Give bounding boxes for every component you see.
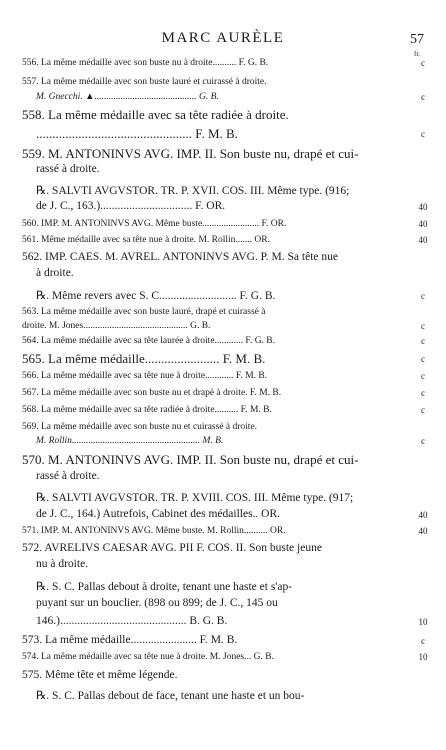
entry-text: 572. AVRELIVS CAESAR AVG. PII F. COS. II. Son buste jeune	[22, 542, 322, 554]
entry-text: 570. M. ANTONINVS AVG. IMP. II. Son buste nu, drapé et cui-	[22, 452, 359, 467]
entry-text: rassé à droite.	[36, 163, 100, 175]
entry-text: puyant sur un bouclier. (898 ou 899; de J. C., 145 ou	[36, 597, 278, 609]
entry-price: 40	[418, 219, 428, 229]
entry-text: ℞. SALVTI AVGVSTOR. TR. P. XVII. COS. III. Même type. (916;	[36, 185, 350, 197]
entry-text: 560. IMP. M. ANTONINVS AVG. Même buste........................ F. OR.	[22, 219, 287, 229]
entry-price: 40	[418, 202, 428, 212]
entry-text: 562. IMP. CAES. M. AVREL. ANTONINVS AVG. P. M. Sa tête nue	[22, 251, 338, 263]
entry-price: 40	[418, 526, 428, 536]
entry-text: ................................................ F. M. B.	[36, 126, 238, 141]
entry-price: 40	[418, 235, 428, 245]
entry-price: c	[421, 129, 425, 139]
entry-price: c	[421, 336, 425, 346]
entry-text: de J. C., 163.)................................ F. OR.	[36, 200, 226, 212]
entry-price: c	[421, 436, 425, 446]
entry-text: 567. La même médaille avec son buste nu et drapé à droite. F. M. B.	[22, 388, 282, 398]
currency-label: fr.	[414, 50, 421, 58]
entry-price: c	[421, 321, 425, 331]
entry-price: c	[421, 291, 425, 301]
entry-text: à droite.	[36, 267, 74, 279]
entry-price: c	[421, 354, 425, 364]
entry-text: 558. La même médaille avec sa tête radiée à droite.	[22, 107, 289, 122]
entry-text: de J. C., 164.) Autrefois, Cabinet des médailles.. OR.	[36, 508, 281, 520]
entry-text: nu à droite.	[36, 558, 89, 570]
entry-price: c	[421, 92, 425, 102]
entry-text: 575. Même tête et même légende.	[22, 669, 178, 681]
entry-price: c	[421, 58, 425, 68]
entry-text: 557. La même médaille avec son buste lauré et cuirassé à droite.	[22, 77, 267, 87]
entry-text: 569. La même médaille avec son buste nu et cuirassé à droite.	[22, 422, 258, 432]
entry-price: 40	[418, 510, 428, 520]
entry-text: 565. La même médaille....................... F. M. B.	[22, 351, 266, 366]
entry-text: 571. IMP. M. ANTONINVS AVG. Même buste. M. Rollin.......... OR.	[22, 526, 286, 536]
entry-text: 559. M. ANTONINVS AVG. IMP. II. Son buste nu, drapé et cui-	[22, 146, 359, 161]
entry-price: c	[421, 388, 425, 398]
entry-text: ℞. Même revers avec S. C........................... F. G. B.	[36, 290, 276, 302]
entry-text: ℞. S. C. Pallas debout à droite, tenant une haste et s'ap-	[36, 581, 293, 593]
entry-price: c	[421, 636, 425, 646]
page-header	[0, 30, 446, 58]
entry-text: 568. La même médaille avec sa tête radiée à droite.......... F. M. B.	[22, 405, 272, 415]
entry-text: 561. Même médaille avec sa tête nue à droite. M. Rollin....... OR.	[22, 235, 270, 245]
entry-text: 146.)............................................ B. G. B.	[36, 615, 228, 627]
entry-text: 574. La même médaille avec sa tête nue à droite. M. Jones... G. B.	[22, 652, 274, 662]
entry-price: 10	[418, 652, 428, 662]
page-title: MARC AURÈLE	[161, 30, 285, 46]
entry-text: ℞. S. C. Pallas debout de face, tenant une haste et un bou-	[36, 690, 305, 702]
entry-price: c	[421, 371, 425, 381]
entry-text: 564. La même médaille avec sa tête laurée à droite............ F. G. B.	[22, 336, 276, 346]
entry-text: 573. La même médaille....................... F. M. B.	[22, 634, 238, 646]
entry-text: M. Rollin...................................................... M. B.	[36, 436, 224, 446]
entry-text: rassé à droite.	[36, 470, 100, 482]
entry-price: 10	[418, 617, 428, 627]
entry-text: 566. La même médaille avec sa tête nue à droite............ F. M. B.	[22, 371, 268, 381]
entry-text: M. Gnecchi. ▲........................................... G. B.	[36, 92, 219, 102]
entry-price: c	[421, 405, 425, 415]
entry-text: 556. La même médaille avec son buste nu à droite.......... F. G. B.	[22, 58, 269, 68]
entry-text: ℞. SALVTI AVGVSTOR. TR. P. XVIII. COS. III. Même type. (917;	[36, 492, 354, 504]
entry-text: 563. La même médaille avec son buste lauré, drapé et cuirassé à	[22, 307, 266, 317]
entry-text: droite. M. Jones............................................ G. B.	[22, 321, 211, 331]
page-number: 57	[410, 32, 424, 47]
